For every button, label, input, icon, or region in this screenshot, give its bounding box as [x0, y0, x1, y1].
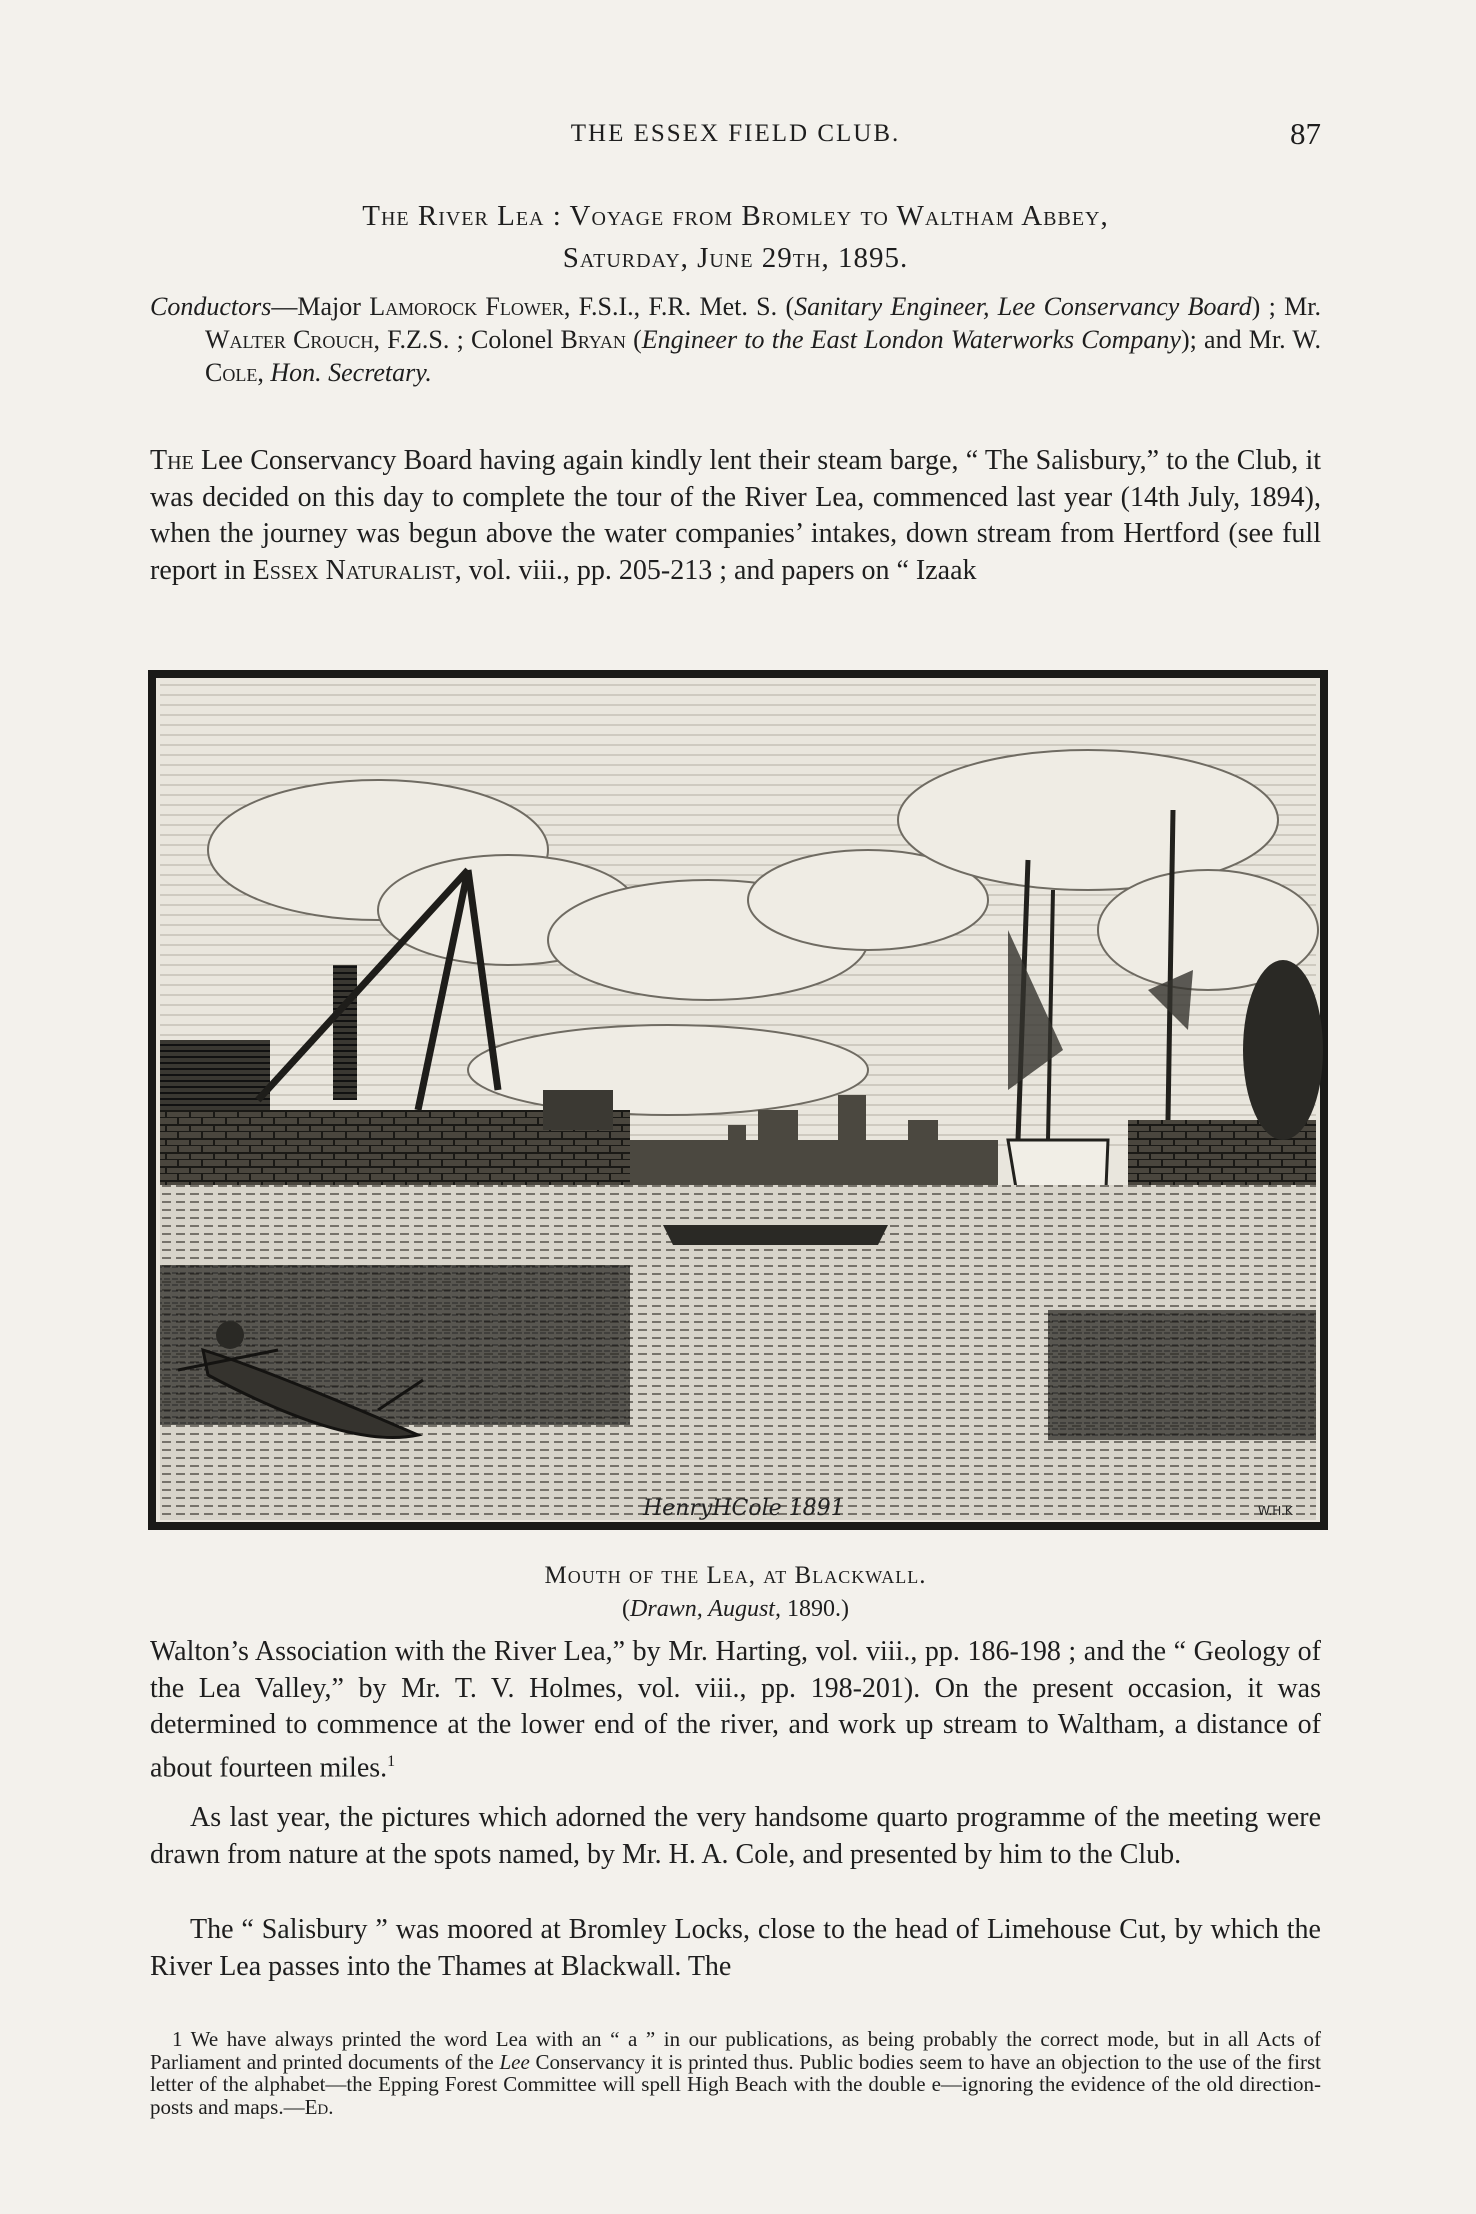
footnote-signoff: Ed. — [304, 2094, 334, 2119]
footnote-reference: 1 — [387, 1752, 396, 1770]
conductors-text: , — [257, 358, 271, 387]
conductors-paragraph — [150, 290, 1321, 389]
conductors-text: ); and Mr. W. — [1180, 325, 1322, 354]
journal-name: Essex Naturalist — [252, 554, 455, 586]
article-title-line-1: The River Lea : Voyage from Bromley to Waltham Abbey, — [362, 200, 1109, 232]
conductors-text: , F.Z.S. ; Colonel — [373, 325, 561, 354]
conductor-role: Hon. Secretary. — [270, 358, 432, 387]
engraving-illustration — [148, 670, 1328, 1530]
running-header — [150, 116, 1321, 160]
paragraph-text: Walton’s Association with the River Lea,” by Mr. Harting, vol. viii., pp. 186-198 ; and the “ Geology of the Lea Valley,” by Mr. T. V. Holmes, vol. viii., pp. 198-201). On the present occasion, it was determined to commence at the lower end of the river, and work up stream to Waltham, a distance of about fourteen miles. — [150, 1636, 1321, 1783]
caption-drawn: Drawn, August, — [630, 1596, 781, 1622]
conductor-name: Lamorock Flower — [369, 292, 564, 321]
paragraph-lead: The — [150, 445, 194, 476]
paragraph-intro — [150, 443, 1321, 589]
artist-signature: HenryHCole 1891 — [643, 1496, 845, 1521]
conductor-name: Bryan — [560, 325, 626, 354]
figure-caption-subtitle — [150, 1596, 1321, 1623]
paragraph-text: Lee Conservancy Board having again kindly lent their steam barge, “ The Salisbury,” to the Club, it was decided on this day to complete the tour of the River Lea, commenced last year (14th July, 1894), when the journey was begun above the water companies’ intakes, down stream from Hertford (see full report in — [150, 445, 1321, 586]
water-reflection-right — [1048, 1310, 1316, 1440]
conductors-text: , F.S.I., F.R. Met. S. ( — [563, 292, 795, 321]
footnote-marker: 1 — [172, 2027, 183, 2051]
conductor-name: Cole — [205, 358, 258, 387]
paragraph-text: , vol. viii., pp. 205-213 ; and papers on “ Izaak — [454, 554, 977, 586]
figure-caption-title: Mouth of the Lea, at Blackwall. — [544, 1562, 927, 1589]
footnote-text: Conservancy it is printed thus. Public bodies seem to have an objection to the use of the first letter of the alphabet—the Epping Forest Committee will spell High Beach with the double e—ignoring the evidence of the old direction-posts and maps.— — [150, 2049, 1321, 2119]
paragraph-salisbury: The “ Salisbury ” was moored at Bromley Locks, close to the head of Limehouse Cut, by which the River Lea passes into the Thames at Blackwall. The — [150, 1914, 1321, 1982]
footnote — [150, 2028, 1321, 2118]
barge — [663, 1225, 888, 1245]
conductor-role: Engineer to the East London Waterworks Company — [641, 325, 1181, 354]
conductors-label: Conductors — [150, 292, 272, 321]
paragraph-pictures: As last year, the pictures which adorned the very handsome quarto programme of the meeting were drawn from nature at the spots named, by Mr. H. A. Cole, and presented by him to the Club. — [150, 1802, 1321, 1870]
paragraph-continuation — [150, 1634, 1321, 1786]
running-title: THE ESSEX FIELD CLUB. — [570, 120, 901, 147]
caption-year: 1890.) — [780, 1596, 849, 1622]
conductors-text: ( — [625, 325, 642, 354]
conductors-text: ) ; Mr. — [1251, 292, 1322, 321]
footnote-text: We have always printed the word Lea with an “ a ” in our publications, as being probably the correct mode, but in all Acts of Parliament and printed documents of the — [150, 2027, 1321, 2074]
conductor-name: Walter Crouch — [205, 325, 374, 354]
footnote-italic: Lee — [499, 2049, 530, 2074]
page-number: 87 — [1290, 116, 1321, 151]
article-title-line-2: Saturday, June 29th, 1895. — [562, 242, 909, 274]
caption-paren: ( — [622, 1596, 631, 1622]
engraver-mark: W.H.K — [1258, 1504, 1293, 1518]
conductors-text: —Major — [271, 292, 370, 321]
conductor-role: Sanitary Engineer, Lee Conservancy Board — [794, 292, 1252, 321]
